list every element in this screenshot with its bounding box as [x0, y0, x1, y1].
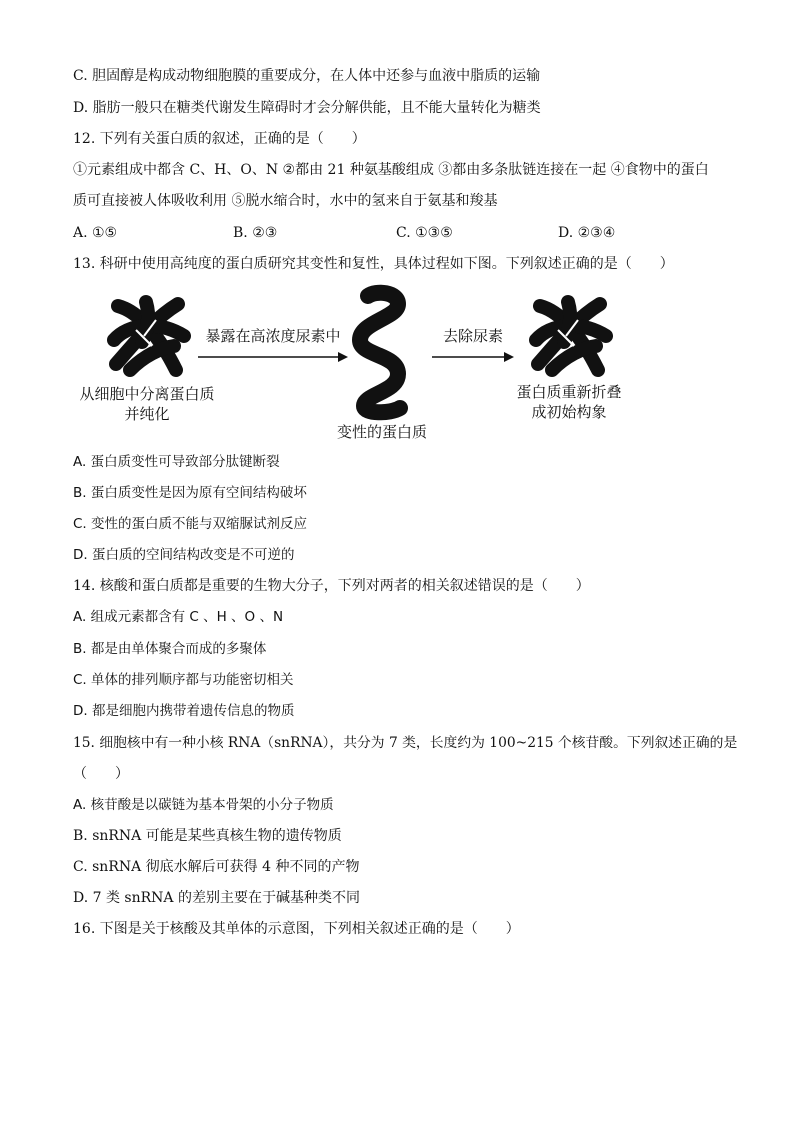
folded-protein-right-icon — [522, 290, 618, 386]
left-caption-line2: 并纯化 — [124, 405, 170, 423]
denatured-protein-icon — [346, 286, 418, 420]
q13-option-a: A. 蛋白质变性可导致部分肽键断裂 — [73, 454, 280, 470]
q14-option-b: B. 都是由单体聚合而成的多聚体 — [73, 641, 267, 657]
q13-stem: 13. 科研中使用高纯度的蛋白质研究其变性和复性，具体过程如下图。下列叙述正确的是（ ） — [73, 256, 674, 272]
arrow2-label: 去除尿素 — [442, 327, 503, 345]
q15-stem: 15. 细胞核中有一种小核 RNA（snRNA），共分为 7 类，长度约为 100~215 个核苷酸。下列叙述正确的是 — [73, 735, 738, 751]
q16-stem: 16. 下图是关于核酸及其单体的示意图，下列相关叙述正确的是（ ） — [73, 921, 520, 937]
folded-protein-left-icon — [100, 290, 196, 386]
q11-option-c: C. 胆固醇是构成动物细胞膜的重要成分，在人体中还参与血液中脂质的运输 — [73, 68, 541, 84]
q14-option-c: C. 单体的排列顺序都与功能密切相关 — [73, 672, 294, 688]
q12-option-b: B. ②③ — [233, 225, 278, 241]
q13-option-b: B. 蛋白质变性是因为原有空间结构破坏 — [73, 485, 307, 501]
q14-option-a: A. 组成元素都含有 C 、H 、O 、N — [73, 609, 284, 625]
arrow1-label: 暴露在高浓度尿素中 — [205, 327, 341, 345]
q14-option-d: D. 都是细胞内携带着遗传信息的物质 — [73, 703, 295, 719]
right-caption-line1: 蛋白质重新折叠 — [516, 383, 622, 401]
left-caption-line1: 从细胞中分离蛋白质 — [79, 385, 215, 403]
q11-option-d: D. 脂肪一般只在糖类代谢发生障碍时才会分解供能，且不能大量转化为糖类 — [73, 100, 541, 116]
q12-items-line1: ①元素组成中都含 C、H、O、N ②都由 21 种氨基酸组成 ③都由多条肽链连接在一起 ④食物中的蛋白 — [73, 162, 709, 178]
q12-items-line2: 质可直接被人体吸收利用 ⑤脱水缩合时，水中的氢来自于氨基和羧基 — [73, 193, 498, 209]
q12-option-d: D. ②③④ — [558, 225, 616, 241]
middle-caption: 变性的蛋白质 — [336, 423, 427, 441]
q15-option-c: C. snRNA 彻底水解后可获得 4 种不同的产物 — [73, 859, 360, 875]
q15-option-b: B. snRNA 可能是某些真核生物的遗传物质 — [73, 828, 342, 844]
q12-option-a: A. ①⑤ — [73, 225, 118, 241]
q15-stem-continued: （ ） — [73, 766, 129, 782]
q15-option-d: D. 7 类 snRNA 的差别主要在于碱基种类不同 — [73, 890, 360, 906]
q13-option-c: C. 变性的蛋白质不能与双缩脲试剂反应 — [73, 516, 308, 532]
q12-stem: 12. 下列有关蛋白质的叙述，正确的是（ ） — [73, 131, 366, 147]
right-caption-line2: 成初始构象 — [531, 403, 607, 421]
q14-stem: 14. 核酸和蛋白质都是重要的生物大分子，下列对两者的相关叙述错误的是（ ） — [73, 578, 590, 594]
arrow-right-icon — [198, 350, 348, 364]
protein-denaturation-figure — [0, 280, 794, 450]
q12-option-c: C. ①③⑤ — [396, 225, 453, 241]
q15-option-a: A. 核苷酸是以碳链为基本骨架的小分子物质 — [73, 797, 334, 813]
arrow-right-icon-2 — [432, 350, 514, 364]
q13-option-d: D. 蛋白质的空间结构改变是不可逆的 — [73, 547, 295, 563]
